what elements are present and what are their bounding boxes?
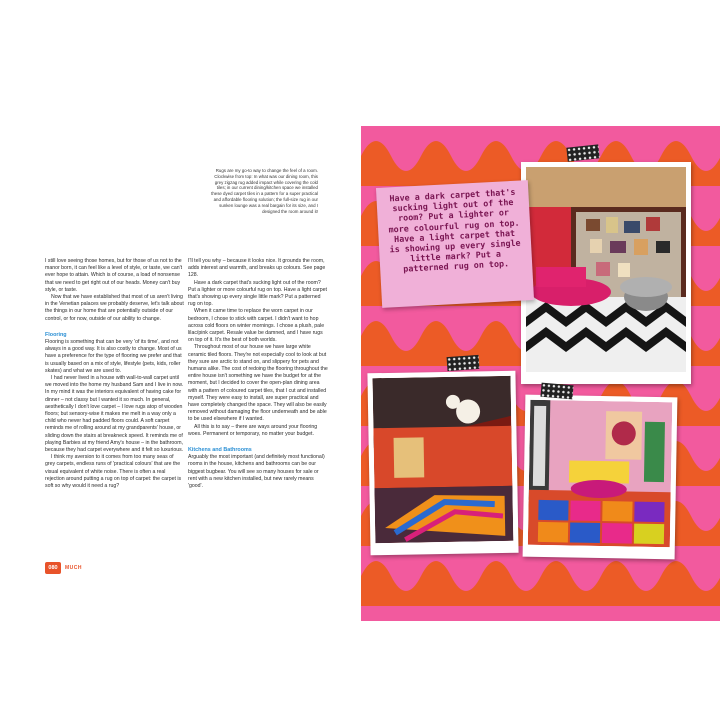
photo-sunken-lounge: [521, 162, 691, 384]
book-title: MUCH: [65, 565, 82, 571]
paragraph: Have a dark carpet that's sucking light out of the room? Put a lighter or more colourful rug on top. Have a light carpet that's showing up every single little mark? Put a patterned rug on top.: [188, 279, 327, 308]
washi-tape: [540, 383, 573, 400]
paragraph: Arguably the most important (and definitely most functional) rooms in the house, kitchens and bathrooms can be our biggest bugbear. You will see so many houses for sale or rent with a new kitchen installed, but new rarely means 'good'.: [188, 454, 325, 490]
paragraph: Flooring is something that can be very 'of its time', and not always in a good way. It is also costly to change. Most of us have a preference for the type of flooring we prefer and that is usually based on a mix of style, lifestyle (pets, kids, roller skates) and what we are used to.: [45, 339, 182, 374]
section-heading-kitchens: Kitchens and Bathrooms: [188, 447, 252, 454]
section-heading-flooring: Flooring: [45, 331, 67, 338]
washi-tape: [447, 355, 480, 371]
dining-room-image: [373, 376, 514, 543]
tip-note: [376, 180, 534, 308]
kitchen-dining-illustration: [528, 400, 673, 547]
paragraph: I had never lived in a house with wall-to-wall carpet until we moved into the home my husband Sam and I live in now. In my mind it was the interiors equivalent of having cake for dinner – not classy but I wanted it so much. In general, aesthetically I don't love carpet – I love rugs atop of wooden floors; but sensory-wise it makes me melt in a way only a child who never had padded floors could. A soft carpet reminds me of rolling around at my grandparents' house, or sliding down the stairs at breakneck speed. It reminds me of playing Barbies at my friend Amy's house – in the bathroom, because they had carpet everywhere and it felt so luxurious.: [45, 375, 184, 454]
kitchen-dining-image: [528, 400, 673, 547]
text-column-2: [188, 258, 328, 490]
page-number: 080: [45, 562, 61, 574]
paragraph: I still love seeing those homes, but for those of us not to the manor born, it can feel like a level of style, or taste, we can't ever hope to attain. Which is of course, a load of nonsense that we need to get right out of our heads. Money can't buy style, or taste.: [45, 258, 183, 293]
paragraph: When it came time to replace the worn carpet in our bedroom, I chose to stick with carpet. I didn't want to hop across cold floors on winter mornings. I chose a plush, pale lilac/pink carpet. Resale value be damned, and I have rugs on top of it. It's the best of both worlds.: [188, 308, 325, 344]
dining-room-illustration: [373, 376, 514, 543]
paragraph: Throughout most of our house we have large white ceramic tiled floors. They're not especially cool to look at but they sure are arctic to stand on, and slippery for pets and humans alike. The cost of redoing the flooring throughout the entire house isn't something we have the budget for at the moment, but I decided to cover the open-plan dining area with a pattern of coloured carpet tiles, that I cut and installed myself. They were easy to install, are super practical and have completely changed the space. They will also be easily removed without damaging the floor underneath and be able to be used elsewhere if I wanted.: [188, 344, 328, 423]
right-page-photo-collage: [361, 126, 720, 621]
paragraph: Now that we have established that most of us aren't living in the Venetian palaces we probably deserve, let's talk about the things in our home that are potentially outside of our control, or for now, outside of our ability to change.: [45, 294, 184, 322]
paragraph: I think my aversion to it comes from too many seas of grey carpets, endless runs of 'practical colours' that are the visual equivalent of white noise. There is often a real rejection around putting a rug on top of carpet: the carpet is soft so why would it need a rug?: [45, 454, 182, 490]
lounge-illustration: [526, 167, 686, 372]
photo-kitchen-dining: [523, 395, 678, 560]
lounge-image: [526, 167, 686, 372]
photo-dining-room: [367, 371, 518, 556]
paragraph: I'll tell you why – because it looks nice. It grounds the room, adds interest and warmth, and breaks up colours. See page 128.: [188, 258, 326, 279]
paragraph: All this is to say – there are ways around your flooring woes. Permanent or temporary, no matter your budget.: [188, 423, 318, 437]
photo-caption: Rugs are my go-to way to change the feel of a room. Clockwise from top: In what was our dining room, this grey zigzag rug added impact while covering the cold tiles; in our current dining/kitchen space we installed these dyed carpet tiles in a pattern for a super practical and affordable flooring solution; the full-size rug in our sunken lounge was a real bargain for its size, and I designed the room around it!: [211, 168, 318, 214]
text-column-1: [45, 258, 185, 490]
tip-note-text: Have a dark carpet that's sucking light out of the room? Put a lighter or more colourful rug on top. Have a light carpet that is showing up every single little mark? Put a patterned rug on top.: [388, 186, 521, 275]
page-folio: [45, 562, 82, 574]
